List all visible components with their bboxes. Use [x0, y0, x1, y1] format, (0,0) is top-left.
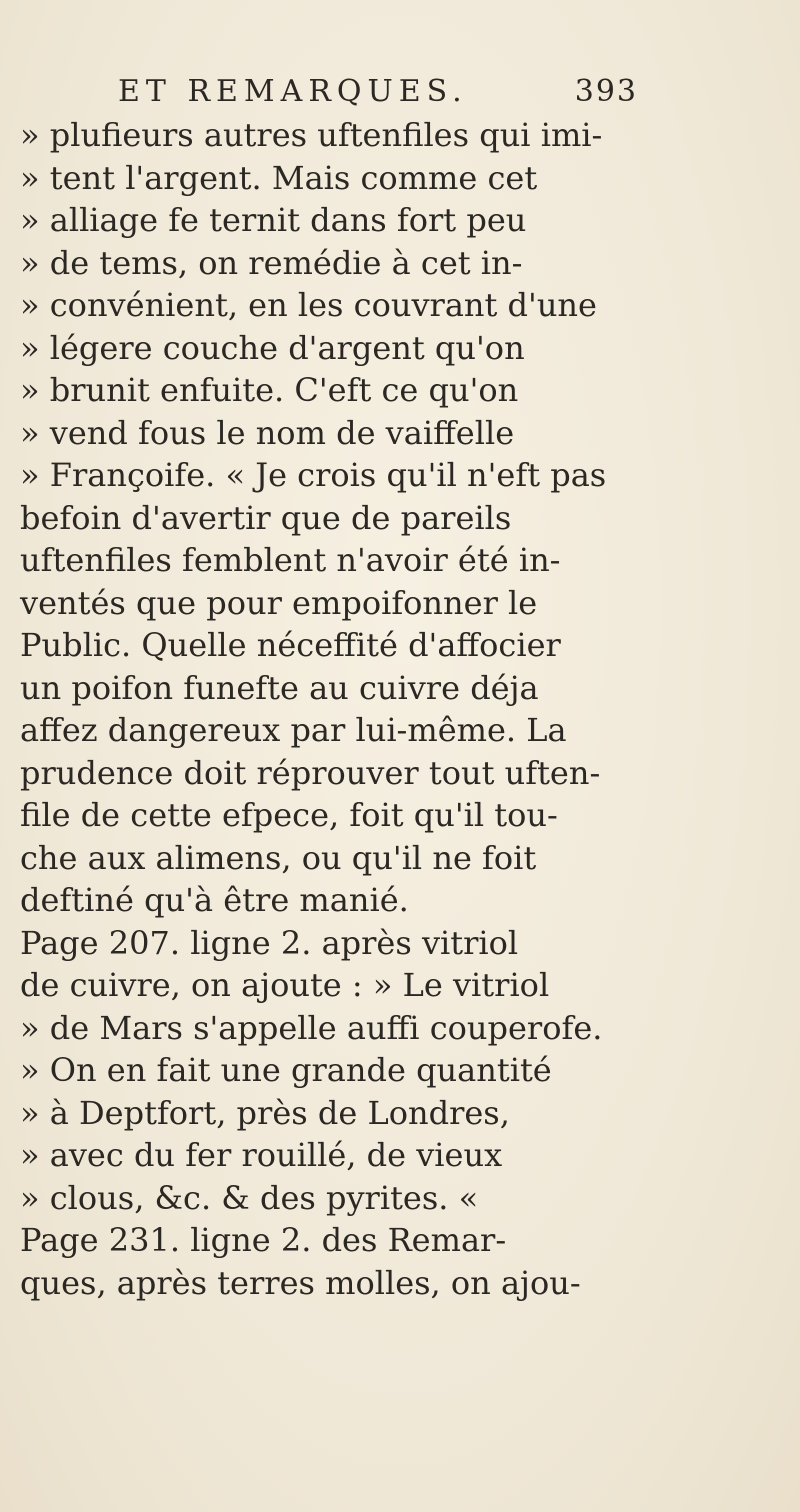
text-line: » vend fous le nom de vaiffelle [20, 413, 515, 452]
text-line: ventés que pour empoifonner le [20, 583, 538, 622]
page-number: 393 [574, 74, 638, 109]
text-line: file de cette efpece, foit qu'il tou- [20, 796, 558, 834]
text-line: » tent l'argent. Mais comme cet [20, 158, 538, 197]
text-line: deftiné qu'à être manié. [20, 881, 409, 919]
text-line: Public. Quelle néceffité d'affocier [20, 626, 561, 664]
text-line: » avec du fer rouillé, de vieux [20, 1136, 503, 1174]
text-line: uftenfiles femblent n'avoir été in- [20, 541, 561, 579]
text-line: » de Mars s'appelle auffi couperofe. [20, 1008, 603, 1047]
text-line: » clous, &c. & des pyrites. « [20, 1178, 479, 1217]
text-line: » convénient, en les couvrant d'une [20, 286, 597, 324]
text-line: » Françoife. « Je crois qu'il n'eft pas [20, 456, 607, 494]
running-title: ET REMARQUES. [118, 74, 468, 109]
text-line: » à Deptfort, près de Londres, [20, 1093, 510, 1132]
text-line: » On en fait une grande quantité [20, 1051, 552, 1089]
text-line: Page 207. ligne 2. après vitriol [20, 923, 519, 962]
text-line: un poifon funefte au cuivre déja [20, 668, 539, 707]
text-line: affez dangereux par lui-même. La [20, 711, 567, 749]
body-text [20, 114, 750, 1304]
text-line: » légere couche d'argent qu'on [20, 328, 525, 367]
text-line: befoin d'avertir que de pareils [20, 498, 512, 537]
text-line: » de tems, on remédie à cet in- [20, 243, 523, 282]
text-line: » brunit enfuite. C'eft ce qu'on [20, 371, 519, 409]
text-line: prudence doit réprouver tout uften- [20, 753, 601, 792]
text-line: de cuivre, on ajoute : » Le vitriol [20, 966, 550, 1004]
text-line: » plufieurs autres uftenfiles qui imi- [20, 116, 603, 154]
text-line: » alliage fe ternit dans fort peu [20, 201, 527, 239]
text-line: Page 231. ligne 2. des Remar- [20, 1221, 507, 1259]
text-line: che aux alimens, ou qu'il ne foit [20, 838, 537, 877]
text-line: ques, après terres molles, on ajou- [20, 1263, 581, 1302]
